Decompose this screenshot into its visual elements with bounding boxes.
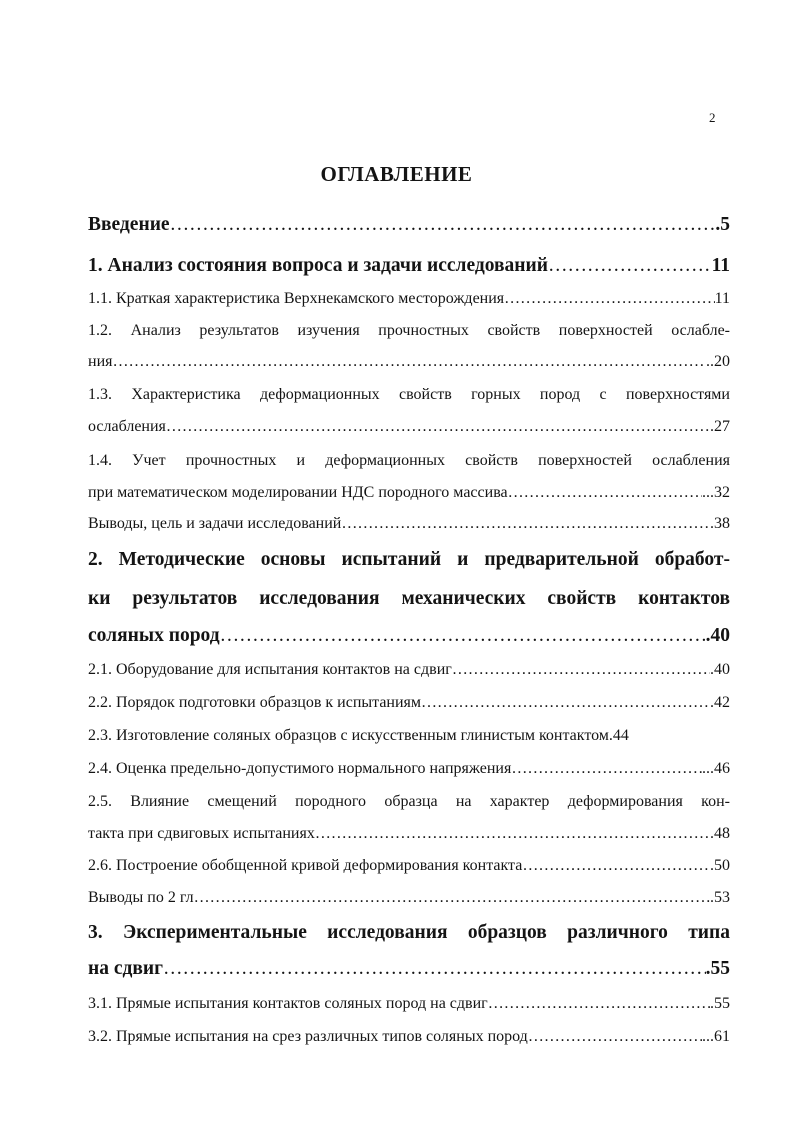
- toc-entry-ch1[interactable]: [88, 255, 730, 277]
- toc-entry-2-6[interactable]: [88, 857, 730, 875]
- toc-page: 11: [714, 290, 730, 307]
- toc-entry-intro[interactable]: [88, 214, 730, 236]
- toc-entry-1-4-line1[interactable]: 1.4. Учет прочностных и деформационных свойств поверхностей ослабления: [88, 452, 730, 469]
- toc-page: ..20: [706, 353, 730, 370]
- toc-entry-1-conclusions[interactable]: [88, 515, 730, 533]
- toc-entry-2-2[interactable]: [88, 694, 730, 712]
- toc-entry-3-2[interactable]: [88, 1028, 730, 1046]
- toc-entry-2-5-line1[interactable]: 2.5. Влияние смещений породного образца на характер деформирования кон-: [88, 793, 730, 810]
- toc-entry-ch2-line2[interactable]: ки результатов исследования механических свойств контактов: [88, 588, 730, 609]
- toc-text: 1. Анализ состояния вопроса и задачи исследований: [88, 255, 548, 276]
- toc-entry-2-4[interactable]: [88, 760, 730, 778]
- toc-entry-2-1[interactable]: [88, 661, 730, 679]
- toc-entry-2-3[interactable]: 2.3. Изготовление соляных образцов с искусственным глинистым контактом.44: [88, 727, 629, 744]
- toc-entry-ch2-line1[interactable]: 2. Методические основы испытаний и предварительной обработ-: [88, 549, 730, 570]
- toc-page: .50: [710, 857, 730, 874]
- toc-text: 3.1. Прямые испытания контактов соляных пород на сдвиг: [88, 995, 488, 1012]
- toc-entry-ch3[interactable]: [88, 958, 730, 980]
- toc-page: .55: [710, 995, 730, 1012]
- toc-page: .53: [710, 889, 730, 906]
- toc-page: ...46: [702, 760, 730, 777]
- toc-text: 3.2. Прямые испытания на срез различных типов соляных пород: [88, 1028, 528, 1045]
- toc-text: при математическом моделировании НДС породного массива: [88, 484, 508, 501]
- toc-page: .5: [715, 214, 730, 235]
- toc-page: ...32: [702, 484, 730, 501]
- toc-page: .40: [710, 661, 730, 678]
- toc-page: .38: [710, 515, 730, 532]
- toc-text: соляных пород: [88, 625, 220, 646]
- toc-page: ...61: [702, 1028, 730, 1045]
- toc-page: .40: [705, 625, 730, 646]
- toc-entry-2-conclusions[interactable]: [88, 889, 730, 907]
- toc-page: .55: [705, 958, 730, 979]
- toc-text: Выводы по 2 гл: [88, 889, 194, 906]
- toc-text: Выводы, цель и задачи исследований: [88, 515, 342, 532]
- page-number: 2: [709, 110, 716, 125]
- toc-text: ния: [88, 353, 113, 370]
- toc-page: 11: [711, 255, 730, 276]
- toc-text: 2.1. Оборудование для испытания контактов на сдвиг: [88, 661, 452, 678]
- toc-entry-2-5[interactable]: [88, 825, 730, 843]
- toc-entry-ch3-line1[interactable]: 3. Экспериментальные исследования образцов различного типа: [88, 922, 730, 943]
- toc-text: 1.1. Краткая характеристика Верхнекамского месторождения: [88, 290, 505, 307]
- toc-text: 2.6. Построение обобщенной кривой деформирования контакта: [88, 857, 523, 874]
- toc-page: .27: [710, 418, 730, 435]
- toc-text: на сдвиг: [88, 958, 164, 979]
- toc-page: .48: [710, 825, 730, 842]
- toc-page: .42: [710, 694, 730, 711]
- toc-entry-1-4[interactable]: [88, 484, 730, 502]
- toc-entry-1-2[interactable]: [88, 353, 730, 371]
- toc-entry-1-2-line1[interactable]: 1.2. Анализ результатов изучения прочностных свойств поверхностей ослабле-: [88, 322, 730, 339]
- page-title: ОГЛАВЛЕНИЕ: [320, 162, 473, 186]
- toc-entry-1-3[interactable]: [88, 418, 730, 436]
- toc-entry-ch2[interactable]: [88, 625, 730, 647]
- toc-entry-1-1[interactable]: [88, 290, 730, 308]
- toc-text: 2.4. Оценка предельно-допустимого нормального напряжения: [88, 760, 512, 777]
- toc-text: 2.2. Порядок подготовки образцов к испытаниям: [88, 694, 422, 711]
- toc-text: ослабления: [88, 418, 166, 435]
- toc-text: Введение: [88, 214, 170, 235]
- toc-text: такта при сдвиговых испытаниях: [88, 825, 315, 842]
- toc-entry-3-1[interactable]: [88, 995, 730, 1013]
- toc-entry-1-3-line1[interactable]: 1.3. Характеристика деформационных свойств горных пород с поверхностями: [88, 386, 730, 403]
